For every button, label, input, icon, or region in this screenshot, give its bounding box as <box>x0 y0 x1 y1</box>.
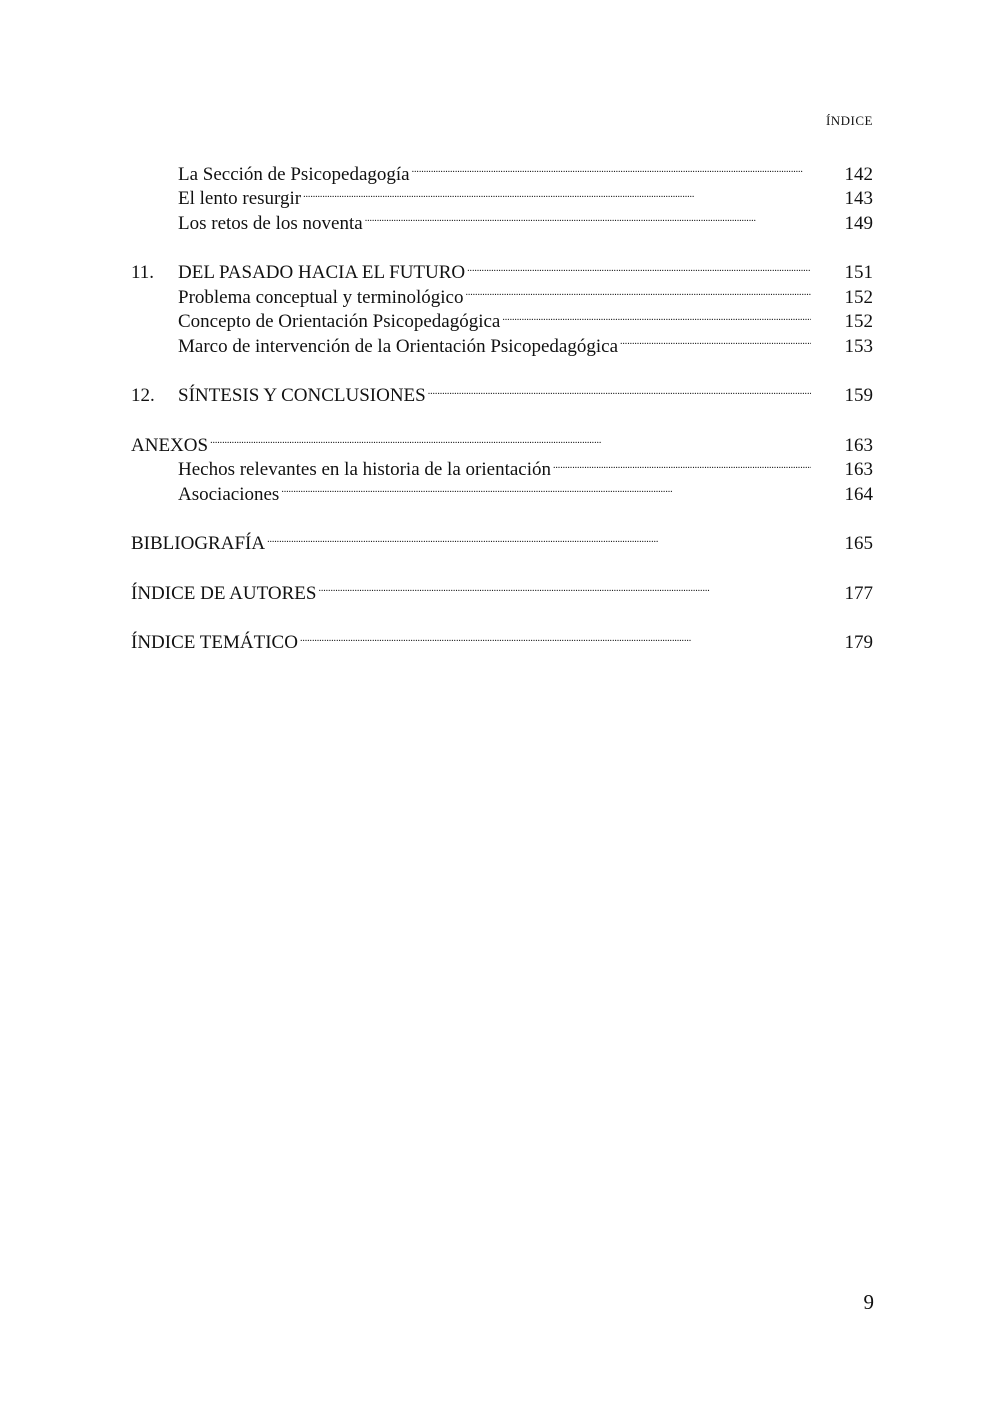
dot-leader <box>620 327 811 352</box>
entry-title: Hechos relevantes en la historia de la orientación <box>178 459 551 480</box>
entry-page-number: 165 <box>844 533 873 554</box>
dot-leader <box>267 525 811 550</box>
dot-leader <box>281 475 811 500</box>
toc-group <box>131 525 873 554</box>
running-head: ÍNDICE <box>825 113 873 128</box>
entry-page-number: 159 <box>844 385 873 406</box>
entry-title: El lento resurgir <box>178 188 302 209</box>
entry-title: La Sección de Psicopedagogía <box>178 163 410 185</box>
toc-entry[interactable] <box>131 254 873 283</box>
toc-entry[interactable] <box>131 377 873 406</box>
entry-title: BIBLIOGRAFÍA <box>131 533 266 554</box>
entry-page-number: 163 <box>844 434 873 456</box>
entry-page-number: 179 <box>844 632 873 653</box>
table-of-contents <box>131 155 873 673</box>
toc-group <box>131 426 873 505</box>
entry-title: Los retos de los noventa <box>178 212 363 234</box>
toc-subentry[interactable] <box>131 451 873 480</box>
entry-page-number: 143 <box>844 188 873 209</box>
page-number: 9 <box>863 1290 874 1314</box>
toc-group <box>131 574 873 604</box>
toc-group <box>131 377 873 406</box>
dot-leader <box>318 574 811 599</box>
entry-title: Asociaciones <box>178 483 280 505</box>
chapter-number: 12. <box>131 385 155 406</box>
entry-title: ÍNDICE TEMÁTICO <box>131 632 298 653</box>
toc-entry[interactable] <box>131 574 873 604</box>
entry-page-number: 177 <box>844 582 873 604</box>
toc-entry[interactable] <box>131 624 873 653</box>
entry-page-number: 151 <box>844 262 873 283</box>
dot-leader <box>365 204 811 229</box>
entry-title: ANEXOS <box>131 434 209 456</box>
entry-page-number: 152 <box>844 311 873 332</box>
dot-leader <box>467 254 811 279</box>
dot-leader <box>412 155 811 180</box>
entry-page-number: 149 <box>844 212 873 234</box>
entry-title: Problema conceptual y terminológico <box>178 286 464 308</box>
dot-leader <box>553 451 811 476</box>
entry-page-number: 142 <box>844 163 873 185</box>
entry-title: Concepto de Orientación Psicopedagógica <box>178 311 501 332</box>
dot-leader <box>428 377 811 402</box>
toc-subentry[interactable] <box>131 155 873 185</box>
toc-entry[interactable] <box>131 426 873 456</box>
entry-title: DEL PASADO HACIA EL FUTURO <box>178 262 466 283</box>
entry-page-number: 164 <box>844 483 873 505</box>
toc-group <box>131 155 873 234</box>
toc-group <box>131 254 873 357</box>
entry-page-number: 152 <box>844 286 873 308</box>
dot-leader <box>502 303 811 328</box>
dot-leader <box>303 180 811 205</box>
dot-leader <box>210 426 811 451</box>
toc-entry[interactable] <box>131 525 873 554</box>
entry-title: SÍNTESIS Y CONCLUSIONES <box>178 385 426 406</box>
entry-title: Marco de intervención de la Orientación Psicopedagógica <box>178 335 618 357</box>
toc-group <box>131 624 873 653</box>
entry-page-number: 163 <box>844 459 873 480</box>
entry-title: ÍNDICE DE AUTORES <box>131 582 317 604</box>
entry-page-number: 153 <box>844 335 873 357</box>
chapter-number: 11. <box>131 262 155 283</box>
dot-leader <box>300 624 811 649</box>
dot-leader <box>465 278 811 303</box>
